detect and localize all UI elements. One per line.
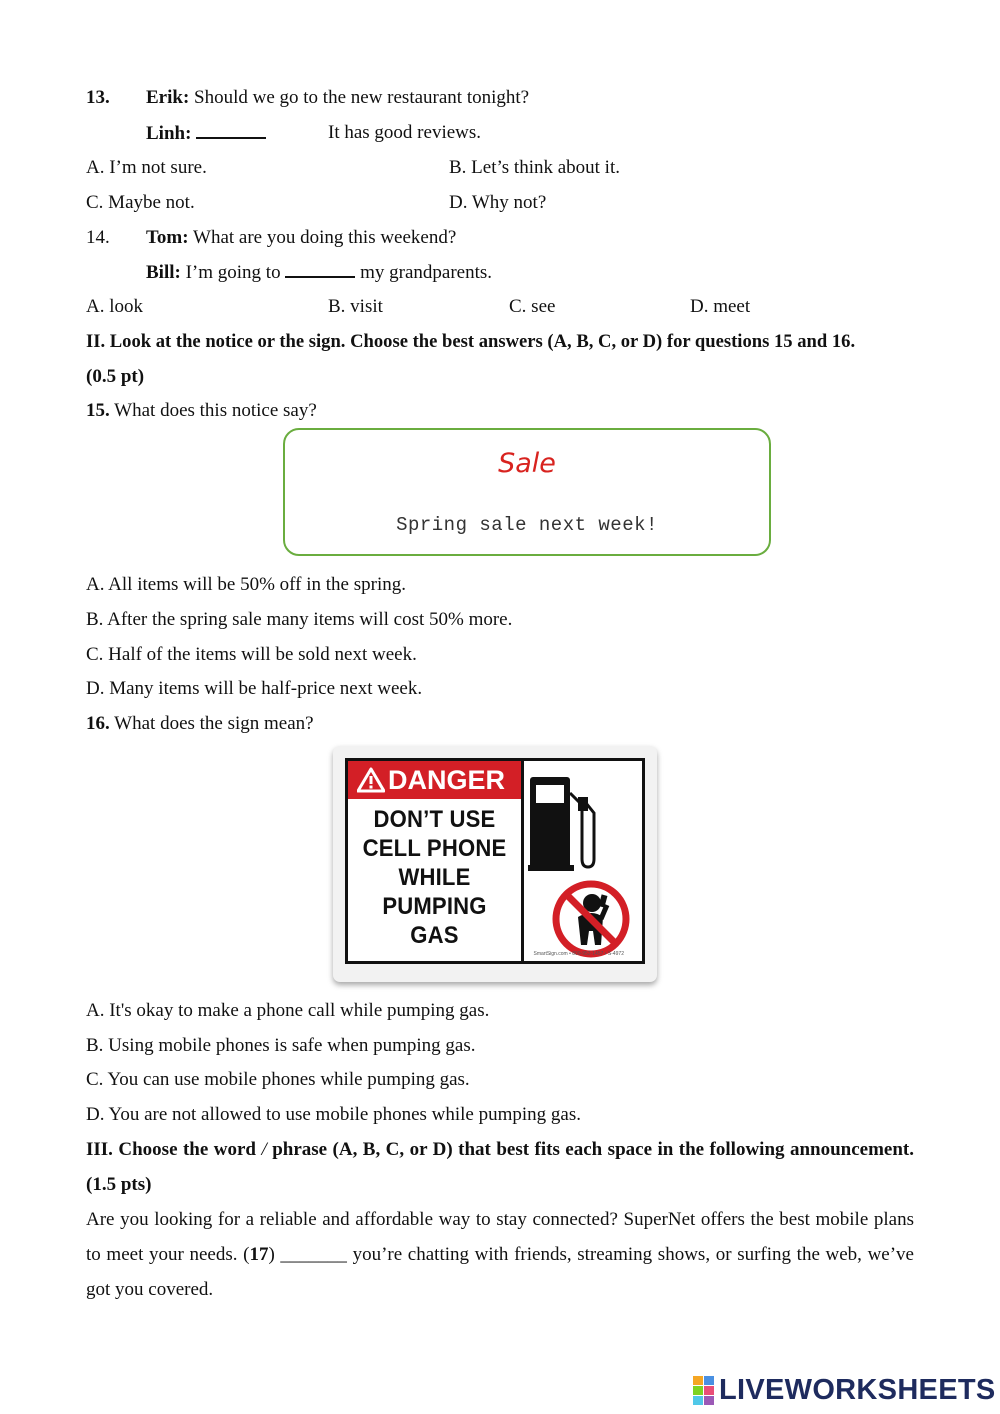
- q14-speaker2: Bill:: [146, 262, 181, 283]
- q14-line2-before: I’m going to: [185, 262, 281, 283]
- sale-notice: [283, 428, 771, 556]
- q15-option-b[interactable]: B. After the spring sale many items will cost 50% more.: [86, 609, 513, 630]
- q15-question-text: What does this notice say?: [114, 400, 317, 421]
- q14-option-a[interactable]: A. look: [86, 296, 143, 317]
- blank-17-number: 17: [249, 1244, 269, 1265]
- q13-line2-text: It has good reviews.: [328, 122, 482, 143]
- q14-option-b[interactable]: B. visit: [328, 296, 383, 317]
- sign-left-panel: [348, 761, 524, 961]
- gas-pump-icon: [528, 773, 600, 873]
- notice-title: Sale: [498, 448, 556, 479]
- q14-option-d[interactable]: D. meet: [690, 296, 751, 317]
- q16-option-b[interactable]: B. Using mobile phones is safe when pumping gas.: [86, 1035, 476, 1056]
- q13-speaker2: Linh:: [146, 123, 192, 144]
- no-cell-phone-icon: [551, 879, 631, 959]
- section3-heading: [86, 1132, 914, 1202]
- q14-speaker1: Tom:: [146, 227, 189, 248]
- sign-line-5: GAS: [410, 922, 459, 949]
- section2-heading-line1: II. Look at the notice or the sign. Choose the best answers (A, B, C, or D) for questions 15 and 16.: [86, 331, 856, 352]
- q16-option-c[interactable]: C. You can use mobile phones while pumping gas.: [86, 1069, 470, 1090]
- logo-text: LIVEWORKSHEETS: [719, 1374, 996, 1406]
- q14-option-c[interactable]: C. see: [509, 296, 556, 317]
- passage-part-a: Are you looking for a reliable and affordable way to stay connected? SuperNet offers the best mobile plans to meet your needs. (: [86, 1209, 914, 1265]
- q14-line2: [146, 260, 492, 285]
- sign-line-3: WHILE: [398, 864, 471, 891]
- q15-option-a[interactable]: A. All items will be 50% off in the spring.: [86, 574, 406, 595]
- section3-passage: [86, 1202, 914, 1307]
- q15-option-c[interactable]: C. Half of the items will be sold next week.: [86, 644, 417, 665]
- q14-line1: [146, 226, 456, 250]
- danger-sign: [333, 746, 657, 982]
- section2-heading-line2: (0.5 pt): [86, 366, 145, 387]
- section3-heading-slash: /: [261, 1139, 267, 1160]
- q15-option-d[interactable]: D. Many items will be half-price next week.: [86, 678, 423, 699]
- sign-line-1: DON’T USE: [373, 806, 496, 833]
- q14-number: 14.: [86, 227, 110, 248]
- danger-banner: [348, 761, 521, 799]
- q13-blank[interactable]: [196, 121, 266, 139]
- danger-sign-face: [345, 758, 645, 964]
- q16-question: [86, 712, 314, 736]
- q13-option-a[interactable]: A. I’m not sure.: [86, 157, 207, 178]
- liveworksheets-logo-icon: [693, 1376, 715, 1406]
- q13-line1-text: Should we go to the new restaurant tonight?: [194, 87, 530, 108]
- section3-heading-a: III. Choose the word: [86, 1139, 256, 1160]
- q13-option-c[interactable]: C. Maybe not.: [86, 192, 195, 213]
- sign-line-4: PUMPING: [382, 893, 487, 920]
- sign-line-2: CELL PHONE: [362, 835, 507, 862]
- q13-line2: [146, 121, 266, 146]
- sign-credit: SmartSign.com • 800-952-1457 • S-4972: [533, 951, 624, 957]
- q16-number: 16.: [86, 713, 110, 734]
- q13-option-b[interactable]: B. Let’s think about it.: [449, 157, 620, 178]
- q13-line1: [146, 86, 529, 110]
- warning-triangle-icon: [357, 767, 385, 793]
- q13-number: 13.: [86, 87, 110, 108]
- q13-speaker1: Erik:: [146, 87, 190, 108]
- q15-number: 15.: [86, 400, 110, 421]
- q13-option-d[interactable]: D. Why not?: [449, 192, 547, 213]
- q14-blank[interactable]: [285, 260, 355, 278]
- q14-line1-text: What are you doing this weekend?: [193, 227, 457, 248]
- section3-heading-b: phrase (A, B, C, or D) that best fits each space in the following announcement. (1.5 pts): [86, 1139, 915, 1195]
- q14-line2-after: my grandparents.: [360, 262, 492, 283]
- q16-option-d[interactable]: D. You are not allowed to use mobile phones while pumping gas.: [86, 1104, 582, 1125]
- sign-message: [355, 805, 514, 950]
- passage-part-b: ) _______ you’re chatting with friends, streaming shows, or surfing the web, we’ve got you covered.: [86, 1244, 914, 1300]
- notice-text: Spring sale next week!: [396, 514, 658, 536]
- q15-question: [86, 399, 317, 423]
- q16-question-text: What does the sign mean?: [114, 713, 314, 734]
- q16-option-a[interactable]: A. It's okay to make a phone call while pumping gas.: [86, 1000, 490, 1021]
- danger-label: DANGER: [388, 765, 506, 795]
